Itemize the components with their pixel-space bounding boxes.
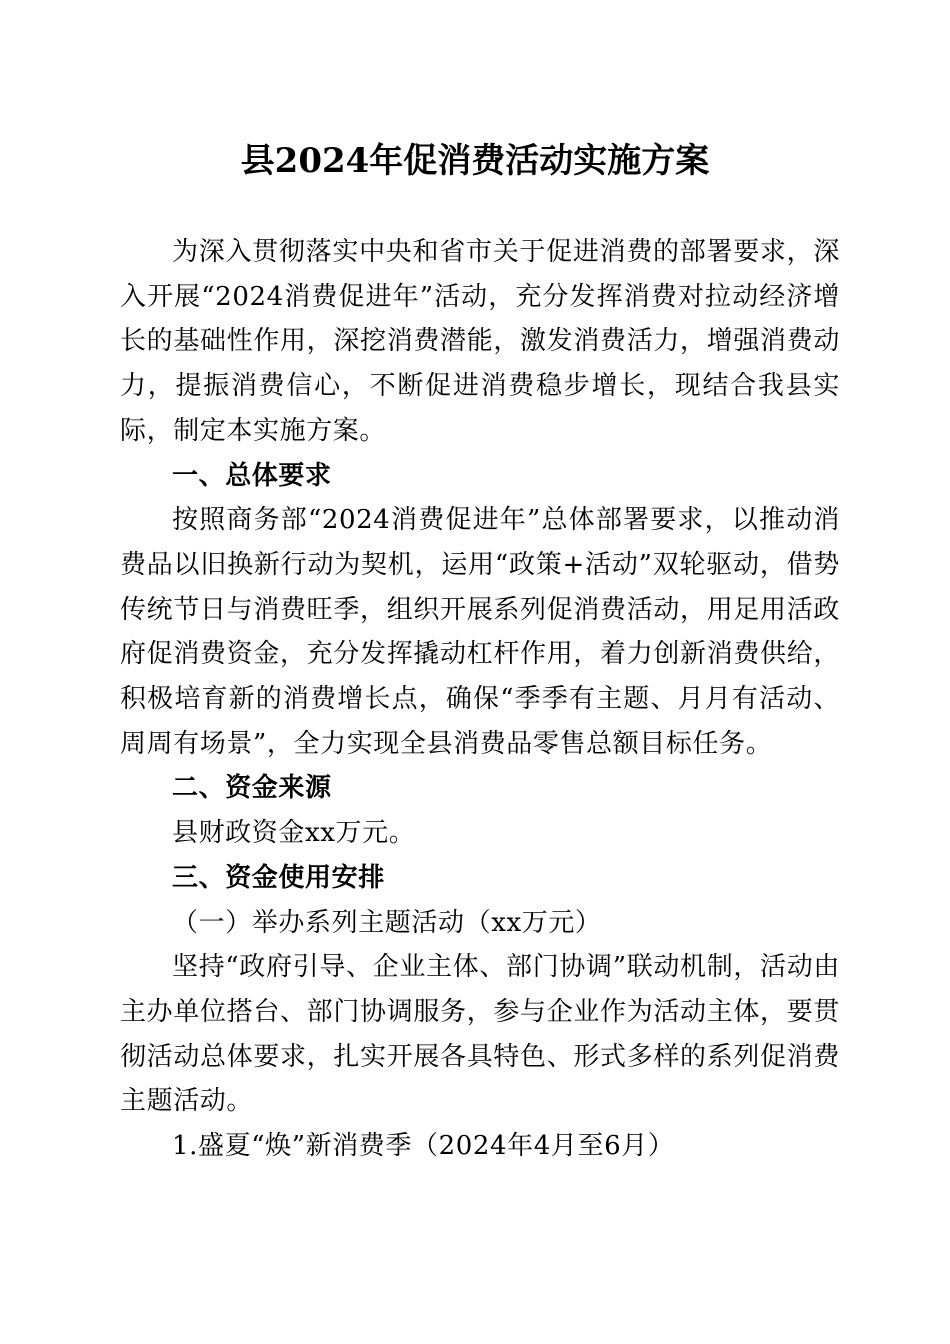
intro-paragraph: 为深入贯彻落实中央和省市关于促进消费的部署要求，深入开展“2024消费促进年”活动，充分发挥消费对拉动经济增长的基础性作用，深挖消费潜能，激发消费活力，增强消费动力，提振消费信心，不断促进消费稳步增长，现结合我县实际，制定本实施方案。 (120, 237, 840, 446)
funding-source-paragraph: 县财政资金xx万元。 (172, 818, 416, 849)
theme-activities-paragraph: 坚持“政府引导、企业主体、部门协调”联动机制，活动由主办单位搭台、部门协调服务，参与企业作为活动主体，要贯彻活动总体要求，扎实开展各具特色、形式多样的系列促消费主题活动。 (120, 952, 840, 1117)
list-item-summer-season: 1.盛夏“焕”新消费季（2024年4月至6月） (172, 1131, 675, 1162)
subsection-heading-theme-activities: （一）举办系列主题活动（xx万元） (172, 907, 602, 938)
general-requirements-paragraph: 按照商务部“2024消费促进年”总体部署要求，以推动消费品以旧换新行动为契机，运用“政策+活动”双轮驱动，借势传统节日与消费旺季，组织开展系列促消费活动，用足用活政府促消费资金，充分发挥撬动杠杆作用，着力创新消费供给，积极培育新的消费增长点，确保“季季有主题、月月有活动、周周有场景”，全力实现全县消费品零售总额目标任务。 (120, 505, 840, 759)
section-heading-funding-arrangement: 三、资金使用安排 (172, 862, 385, 893)
section-heading-general-requirements: 一、总体要求 (172, 460, 332, 491)
document-title: 县2024年促消费活动实施方案 (240, 141, 710, 181)
section-heading-funding-source: 二、资金来源 (172, 773, 332, 804)
document-body (120, 230, 840, 1169)
